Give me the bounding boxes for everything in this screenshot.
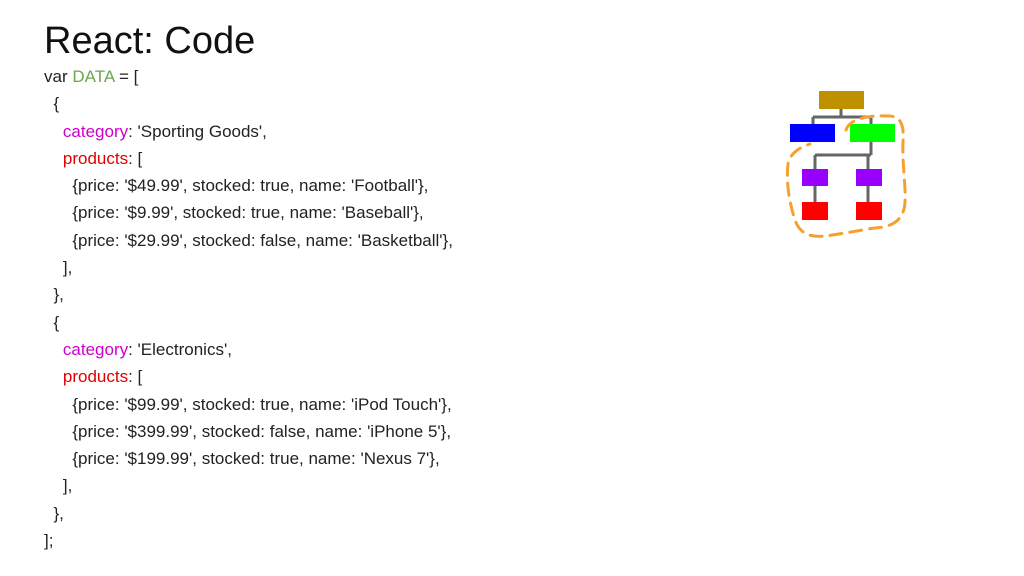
product-entry: {price: '$29.99', stocked: false, name: 'Basketball'}, — [72, 230, 453, 250]
assign-token: = [ — [114, 67, 139, 86]
products-close: ], — [62, 258, 73, 278]
code-line — [44, 472, 453, 499]
code-line — [44, 118, 453, 145]
code-line — [44, 391, 453, 418]
code-block — [44, 63, 453, 554]
product-entry: {price: '$399.99', stocked: false, name: 'iPhone 5'}, — [72, 421, 452, 441]
code-line — [44, 227, 453, 254]
product-entry: {price: '$49.99', stocked: true, name: 'Football'}, — [72, 176, 429, 196]
code-line — [44, 90, 453, 117]
product-entry: {price: '$199.99', stocked: true, name: 'Nexus 7'}, — [72, 449, 440, 469]
code-line — [44, 199, 453, 226]
tree-node-purple-right — [856, 169, 882, 186]
tree-connectors — [813, 109, 871, 202]
code-line — [44, 500, 453, 527]
products-open: : [ — [128, 367, 143, 387]
tree-root-node — [819, 91, 864, 109]
products-open: : [ — [128, 148, 143, 168]
product-entry: {price: '$9.99', stocked: true, name: 'Baseball'}, — [72, 203, 424, 223]
tree-node-left — [790, 124, 835, 142]
code-line — [44, 145, 453, 172]
tree-node-purple-left — [802, 169, 828, 186]
component-tree-diagram — [780, 82, 920, 252]
var-keyword: var — [44, 67, 73, 86]
code-line — [44, 527, 453, 554]
slide-title: React: Code — [44, 20, 256, 62]
product-entry: {price: '$99.99', stocked: true, name: 'iPod Touch'}, — [72, 394, 452, 414]
code-line — [44, 281, 453, 308]
close-brace: }, — [53, 503, 64, 523]
tree-node-red-right — [856, 202, 882, 220]
code-line — [44, 172, 453, 199]
code-line — [44, 63, 453, 90]
close-brace: }, — [53, 285, 64, 305]
code-line — [44, 254, 453, 281]
open-brace: { — [53, 94, 60, 114]
tree-node-red-left — [802, 202, 828, 220]
category-key: category — [62, 339, 129, 359]
tree-node-right — [850, 124, 895, 142]
data-identifier: DATA — [72, 67, 115, 86]
products-key: products — [62, 367, 129, 387]
code-line — [44, 445, 453, 472]
array-end: ]; — [44, 531, 54, 551]
code-line — [44, 309, 453, 336]
products-close: ], — [62, 476, 73, 496]
open-brace: { — [53, 312, 60, 332]
code-line — [44, 418, 453, 445]
code-line — [44, 336, 453, 363]
products-key: products — [62, 148, 129, 168]
code-line — [44, 363, 453, 390]
category-value: : 'Sporting Goods', — [128, 121, 267, 141]
category-value: : 'Electronics', — [128, 339, 232, 359]
category-key: category — [62, 121, 129, 141]
